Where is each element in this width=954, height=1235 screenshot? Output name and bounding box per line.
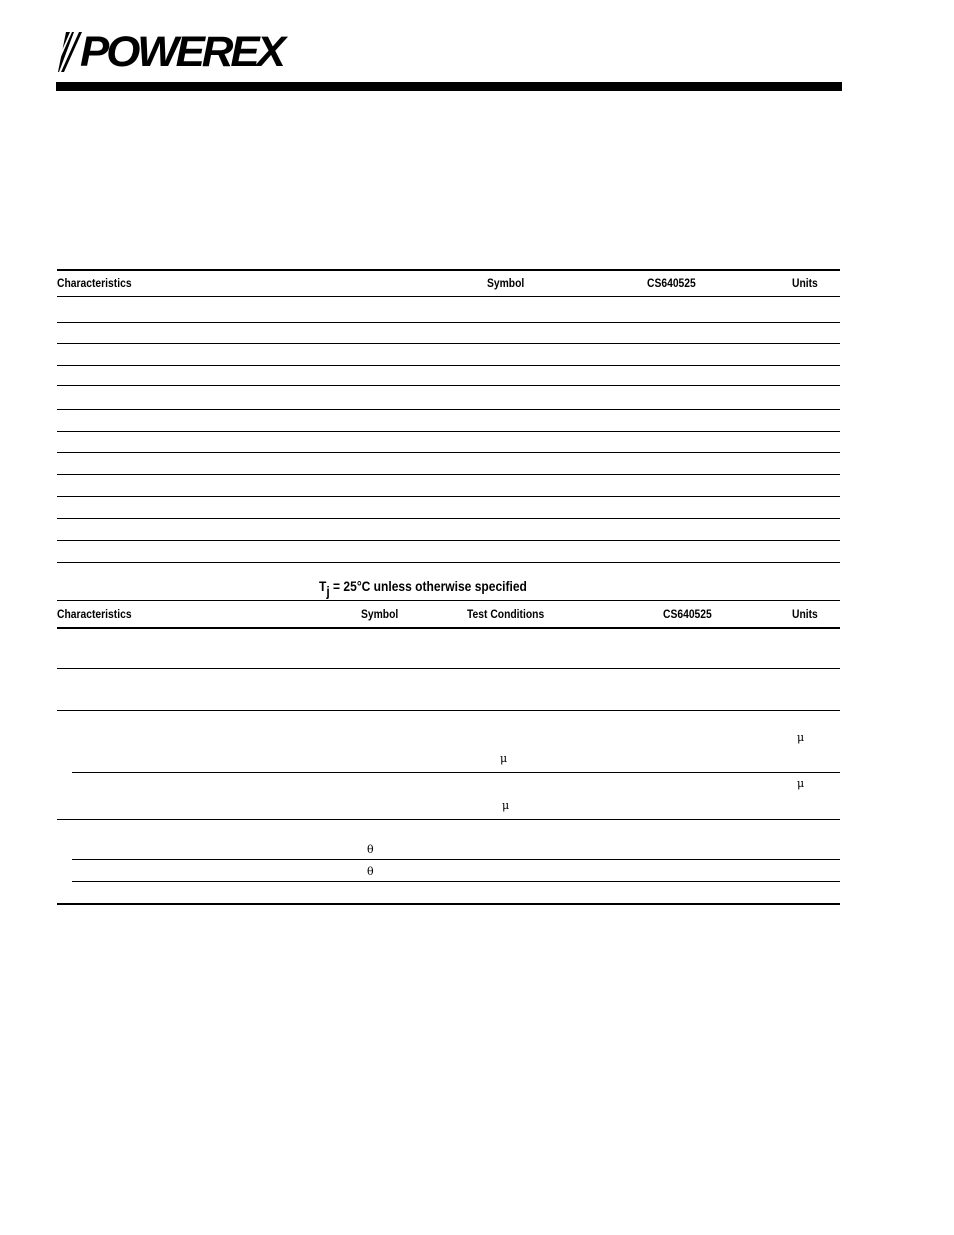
test-condition-symbol: μ xyxy=(502,799,510,812)
table1-header-part: CS640525 xyxy=(647,276,696,290)
table-row-divider xyxy=(57,409,840,410)
logo-wordmark: POWEREX xyxy=(80,28,283,76)
table2-header-units: Units xyxy=(792,607,818,621)
table1-header-symbol: Symbol xyxy=(487,276,525,290)
symbol-cell: θ xyxy=(367,843,374,856)
table-row-divider xyxy=(57,668,840,669)
table1-header-characteristics: Characteristics xyxy=(57,276,132,290)
table-row-divider xyxy=(57,385,840,386)
table-row-divider xyxy=(57,296,840,297)
condition-note: $T_j = 25^\circ C$ unless otherwise specified xyxy=(319,578,527,599)
powerex-logo xyxy=(56,30,288,74)
table-row-divider xyxy=(72,881,840,882)
table-row-divider xyxy=(57,452,840,453)
table-row-divider xyxy=(57,496,840,497)
header-rule xyxy=(56,82,842,91)
table-row-divider xyxy=(57,365,840,366)
table2-header-test-conditions: Test Conditions xyxy=(467,607,545,621)
table-row-divider xyxy=(57,562,840,563)
symbol-cell: θ xyxy=(367,865,374,878)
table2-header-part: CS640525 xyxy=(663,607,712,621)
units-symbol: μ xyxy=(797,777,805,790)
table-row-divider xyxy=(72,772,840,773)
table-row-divider xyxy=(57,431,840,432)
table-row-divider xyxy=(57,710,840,711)
table1-top-rule xyxy=(57,269,840,271)
test-condition-symbol: μ xyxy=(500,752,508,765)
table1-header-units: Units xyxy=(792,276,818,290)
units-symbol: μ xyxy=(797,731,805,744)
table-row-divider xyxy=(57,518,840,519)
table2-bottom-rule xyxy=(57,903,840,905)
table-row-divider xyxy=(57,322,840,323)
table-row-divider xyxy=(57,819,840,820)
table2-header-symbol: Symbol xyxy=(361,607,399,621)
table-row-divider xyxy=(57,540,840,541)
table-row-divider xyxy=(57,474,840,475)
table-row-divider xyxy=(72,859,840,860)
table-row-divider xyxy=(57,627,840,629)
table2-header-characteristics: Characteristics xyxy=(57,607,132,621)
table2-top-rule xyxy=(57,600,840,601)
table-row-divider xyxy=(57,343,840,344)
